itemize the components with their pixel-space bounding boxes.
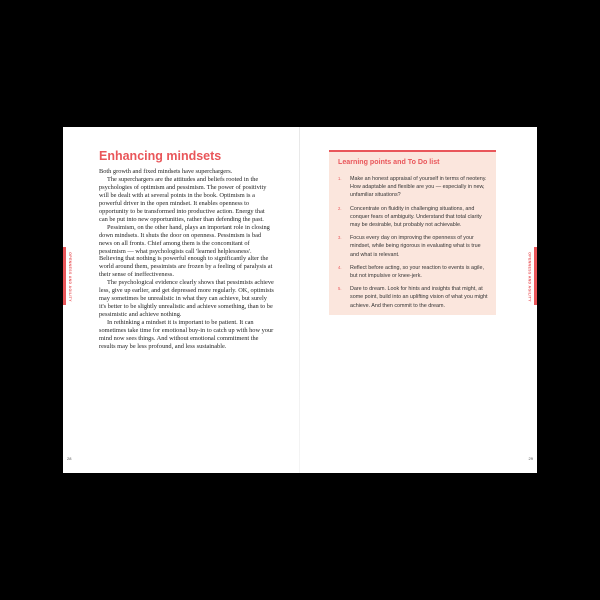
book-spread (63, 127, 537, 473)
right-page (300, 127, 537, 473)
list-item (338, 205, 490, 230)
page-number: 29 (528, 456, 533, 461)
paragraph: In rethinking a mindset it is important to be patient. It can sometimes take time for emotional buy-in to catch up with how your mind now sees things. And without emotional commitment the results may be less profound, and less sustainable. (99, 319, 274, 350)
chapter-side-label: OPENNESS AND AGILITY (528, 252, 532, 302)
item-text: Concentrate on fluidity in challenging situations, and conquer fears of ambiguity. Understand that total clarity may be desirable, but probably not achievable. (350, 205, 482, 229)
body-text (99, 168, 275, 351)
item-number: 4. (338, 264, 342, 270)
item-text: Make an honest appraisal of yourself in terms of neoteny. How adaptable and flexible are you — especially in new, unfamiliar situations? (350, 176, 487, 199)
section-heading: Enhancing mindsets (99, 149, 222, 163)
item-number: 3. (338, 235, 342, 241)
list-item (338, 175, 490, 200)
item-number: 2. (338, 205, 342, 211)
box-title: Learning points and To Do list (338, 158, 440, 166)
item-number: 1. (338, 176, 342, 181)
learning-points-box (329, 150, 496, 315)
paragraph: Pessimism, on the other hand, plays an important role in closing down mindsets. It shuts the door on openness. Pessimism is bad news on all fronts. Chief among them is the concomitant of pessimism — what psychologists call 'learned helplessness'. Believing that nothing is powerful enough to significantly alter the world around them, pessimists are frozen by a feeling of paralysis at their sense of ineffectiveness. (99, 223, 273, 279)
item-number: 5. (338, 286, 342, 292)
left-page (63, 127, 300, 473)
paragraph: Both growth and fixed mindsets have superchargers. (99, 168, 233, 175)
item-text: Focus every day on improving the openness of your mindset, while being rigorous in evaluating what is true and what is relevant. (350, 235, 481, 258)
list-item (338, 285, 490, 310)
paragraph: The psychological evidence clearly shows that pessimists achieve less, give up earlier, and get depressed more regularly. OK, optimists may sometimes be unrealistic in what they can achieve, but surely it's better to be slightly unrealistic and achieve something, than to be pessimistic and achieve nothing. (99, 279, 274, 319)
list-item (338, 234, 490, 259)
chapter-side-label: OPENNESS AND AGILITY (68, 252, 72, 302)
chapter-tab-marker (534, 247, 537, 305)
item-text: Reflect before acting, so your reaction to events is agile, but not impulsive or knee-jerk. (350, 264, 484, 280)
list-item (338, 264, 490, 280)
paragraph: The superchargers are the attitudes and beliefs rooted in the psychologies of optimism and pessimism. The power of positivity will be dealt with at several points in the book. Optimism is a powerful driver in the open mindset. It enables openness to opportunity to be transformed into productive action. Energy that can be put into new opportunities, rather than defending the past. (99, 175, 267, 223)
chapter-tab-marker (63, 247, 66, 305)
learning-points-list (338, 175, 490, 315)
item-text: Dare to dream. Look for hints and insights that might, at some point, build into an uplifting vision of what you might achieve. And then commit to the dream. (350, 286, 488, 309)
page-number: 28 (67, 456, 72, 461)
